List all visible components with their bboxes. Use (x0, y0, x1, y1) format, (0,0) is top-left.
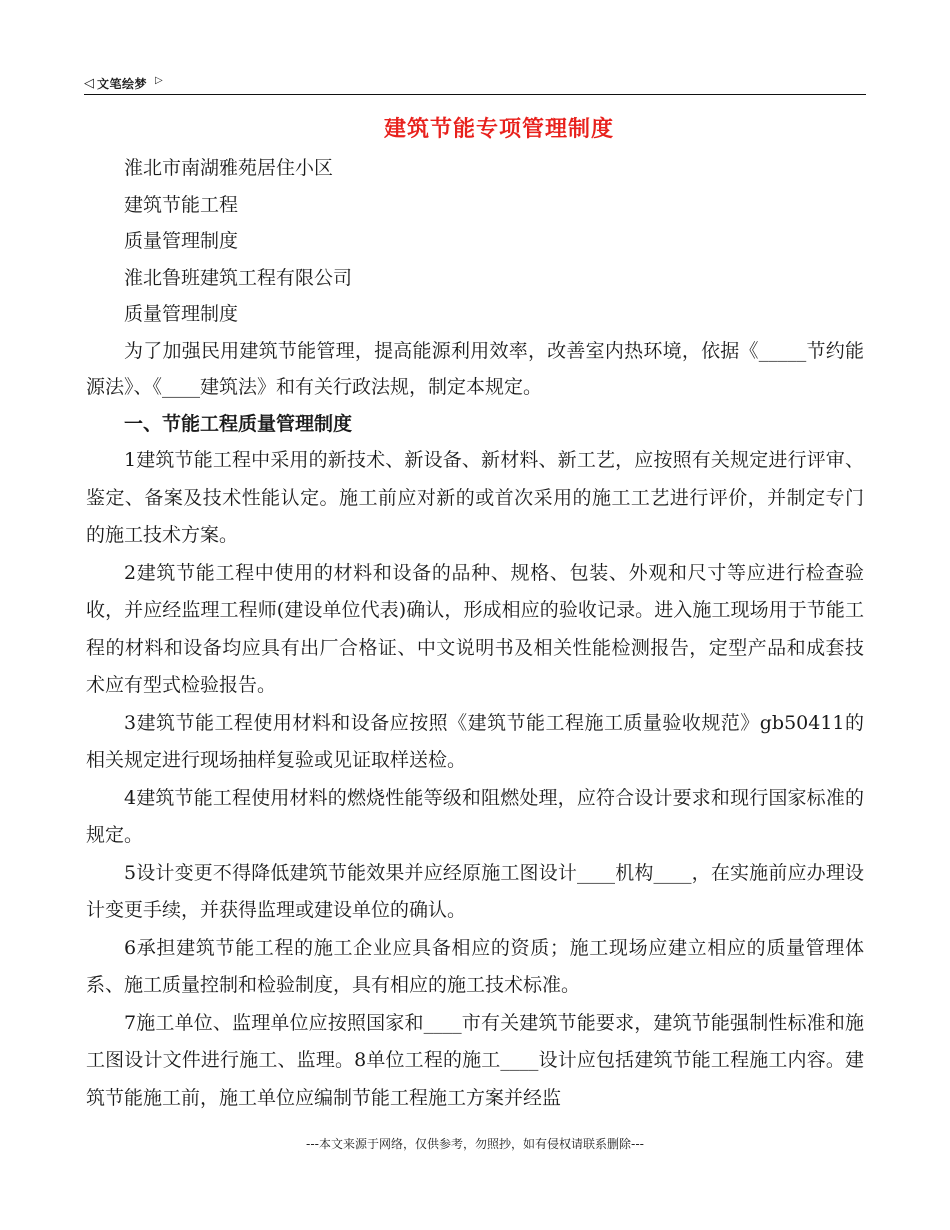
clause-item: 4建筑节能工程使用材料的燃烧性能等级和阻燃处理，应符合设计要求和现行国家标准的规定。 (86, 786, 864, 846)
clause-item: 6承担建筑节能工程的施工企业应具备相应的资质；施工现场应建立相应的质量管理体系、施工质量控制和检验制度，具有相应的施工技术标准。 (86, 936, 864, 996)
intro-line: 质量管理制度 (124, 230, 239, 252)
section-heading: 一、节能工程质量管理制度 (124, 412, 353, 435)
clause-item: 7施工单位、监理单位应按照国家和____市有关建筑节能要求，建筑节能强制性标准和施工图设计文件进行施工、监理。8单位工程的施工____设计应包括建筑节能工程施工内容。建筑节能施工前，施工单位应编制节能工程施工方案并经监 (86, 1011, 864, 1109)
clause-item: 3建筑节能工程使用材料和设备应按照《建筑节能工程施工质量验收规范》gb50411的相关规定进行现场抽样复验或见证取样送检。 (86, 711, 864, 771)
clause-item: 1建筑节能工程中采用的新技术、新设备、新材料、新工艺，应按照有关规定进行评审、鉴定、备案及技术性能认定。施工前应对新的或首次采用的施工工艺进行评价，并制定专门的施工技术方案。 (86, 449, 864, 546)
clause-item: 2建筑节能工程中使用的材料和设备的品种、规格、包装、外观和尺寸等应进行检查验收，并应经监理工程师(建设单位代表)确认，形成相应的验收记录。进入施工现场用于节能工程的材料和设备均应具有出厂合格证、中文说明书及相关性能检测报告，定型产品和成套技术应有型式检验报告。 (86, 561, 864, 696)
document-body (86, 150, 864, 1117)
header-brand: 文笔绘梦 (97, 76, 148, 91)
document-title: 建筑节能专项管理制度 (383, 117, 614, 142)
purpose-paragraph: 为了加强民用建筑节能管理，提高能源利用效率，改善室内热环境，依据《_____节约能源法》、《____建筑法》和有关行政法规，制定本规定。 (86, 339, 864, 398)
intro-line: 建筑节能工程 (124, 193, 239, 216)
clause-item: 5设计变更不得降低建筑节能效果并应经原施工图设计____机构____，在实施前应办理设计变更手续，并获得监理或建设单位的确认。 (86, 861, 864, 921)
left-triangle-icon: ◁ (84, 75, 94, 91)
right-triangle-icon: ▷ (155, 74, 163, 86)
page-footer: ---本文来源于网络，仅供参考，勿照抄，如有侵权请联系删除--- (306, 1137, 644, 1151)
intro-line: 淮北鲁班建筑工程有限公司 (124, 266, 353, 289)
page-header (84, 72, 866, 95)
intro-line: 质量管理制度 (124, 303, 239, 325)
intro-line: 淮北市南湖雅苑居住小区 (124, 157, 334, 179)
